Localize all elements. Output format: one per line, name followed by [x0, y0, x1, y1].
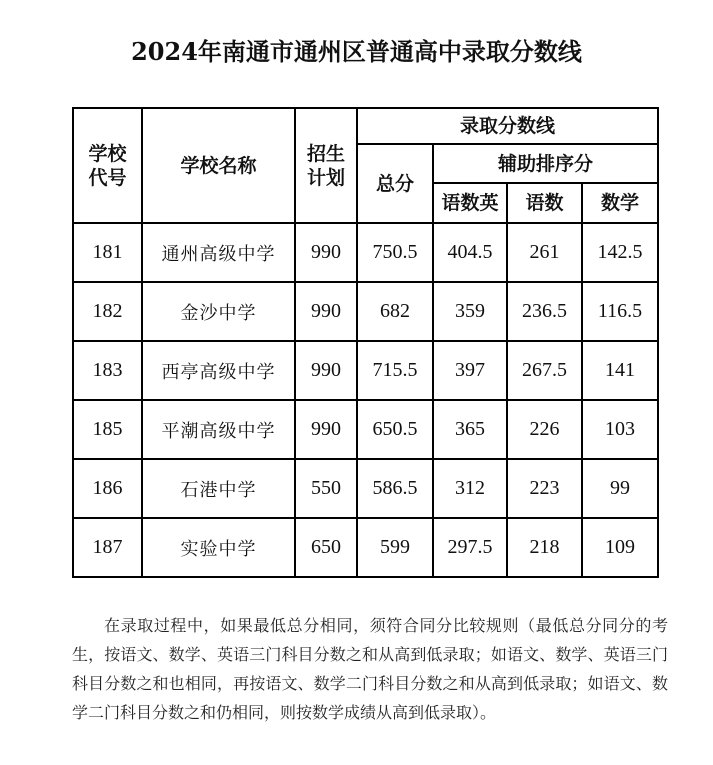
cell-code: 181 — [73, 223, 142, 282]
table-row — [73, 341, 658, 400]
cell-plan: 990 — [295, 400, 357, 459]
header-aux-group: 辅助排序分 — [433, 144, 658, 183]
cell-math: 99 — [582, 459, 658, 518]
cell-chn-math: 267.5 — [507, 341, 582, 400]
cell-name: 实验中学 — [142, 518, 295, 577]
cell-plan: 650 — [295, 518, 357, 577]
cell-code: 182 — [73, 282, 142, 341]
cell-total: 586.5 — [357, 459, 433, 518]
table-row — [73, 223, 658, 282]
cell-name: 西亭高级中学 — [142, 341, 295, 400]
cell-chn-math-eng: 404.5 — [433, 223, 507, 282]
cell-chn-math: 261 — [507, 223, 582, 282]
header-enrollment-plan — [295, 108, 357, 223]
cell-code: 187 — [73, 518, 142, 577]
tie-break-note: 在录取过程中，如果最低总分相同，须符合同分比较规则（最低总分同分的考生，按语文、数学、英语三门科目分数之和从高到低录取；如语文、数学、英语三门科目分数之和也相同，再按语文、数学二门科目分数之和从高到低录取；如语文、数学二门科目分数之和仍相同，则按数学成绩从高到低录取）。 — [72, 616, 668, 722]
header-cutoff-group: 录取分数线 — [357, 108, 658, 144]
cell-math: 103 — [582, 400, 658, 459]
cell-name: 平潮高级中学 — [142, 400, 295, 459]
admission-score-table — [72, 107, 659, 578]
cell-plan: 990 — [295, 341, 357, 400]
cell-total: 650.5 — [357, 400, 433, 459]
cell-name: 石港中学 — [142, 459, 295, 518]
header-plan-line2: 计划 — [306, 166, 345, 189]
table-row — [73, 459, 658, 518]
cell-total: 599 — [357, 518, 433, 577]
cell-plan: 990 — [295, 282, 357, 341]
cell-chn-math-eng: 359 — [433, 282, 507, 341]
header-school-code — [73, 108, 142, 223]
cell-chn-math: 218 — [507, 518, 582, 577]
cell-chn-math: 236.5 — [507, 282, 582, 341]
cell-code: 185 — [73, 400, 142, 459]
cell-name: 金沙中学 — [142, 282, 295, 341]
page-title: 2024年南通市通州区普通高中录取分数线 — [131, 37, 582, 66]
cell-chn-math: 226 — [507, 400, 582, 459]
table-row — [73, 400, 658, 459]
cell-total: 682 — [357, 282, 433, 341]
cell-chn-math: 223 — [507, 459, 582, 518]
cell-chn-math-eng: 397 — [433, 341, 507, 400]
cell-math: 116.5 — [582, 282, 658, 341]
header-total: 总分 — [357, 144, 433, 223]
header-school-code-line2: 代号 — [88, 166, 127, 189]
cell-chn-math-eng: 312 — [433, 459, 507, 518]
cell-code: 183 — [73, 341, 142, 400]
cell-name: 通州高级中学 — [142, 223, 295, 282]
cell-total: 750.5 — [357, 223, 433, 282]
table-row — [73, 518, 658, 577]
cell-math: 109 — [582, 518, 658, 577]
cell-plan: 550 — [295, 459, 357, 518]
cell-chn-math-eng: 297.5 — [433, 518, 507, 577]
cell-total: 715.5 — [357, 341, 433, 400]
header-school-name: 学校名称 — [142, 108, 295, 223]
cell-math: 142.5 — [582, 223, 658, 282]
cell-plan: 990 — [295, 223, 357, 282]
header-chn-math: 语数 — [507, 183, 582, 223]
cell-math: 141 — [582, 341, 658, 400]
header-chn-math-eng: 语数英 — [433, 183, 507, 223]
cell-chn-math-eng: 365 — [433, 400, 507, 459]
header-math: 数学 — [582, 183, 658, 223]
header-school-code-line1: 学校 — [88, 142, 127, 165]
table-row — [73, 282, 658, 341]
cell-code: 186 — [73, 459, 142, 518]
header-plan-line1: 招生 — [306, 142, 345, 165]
